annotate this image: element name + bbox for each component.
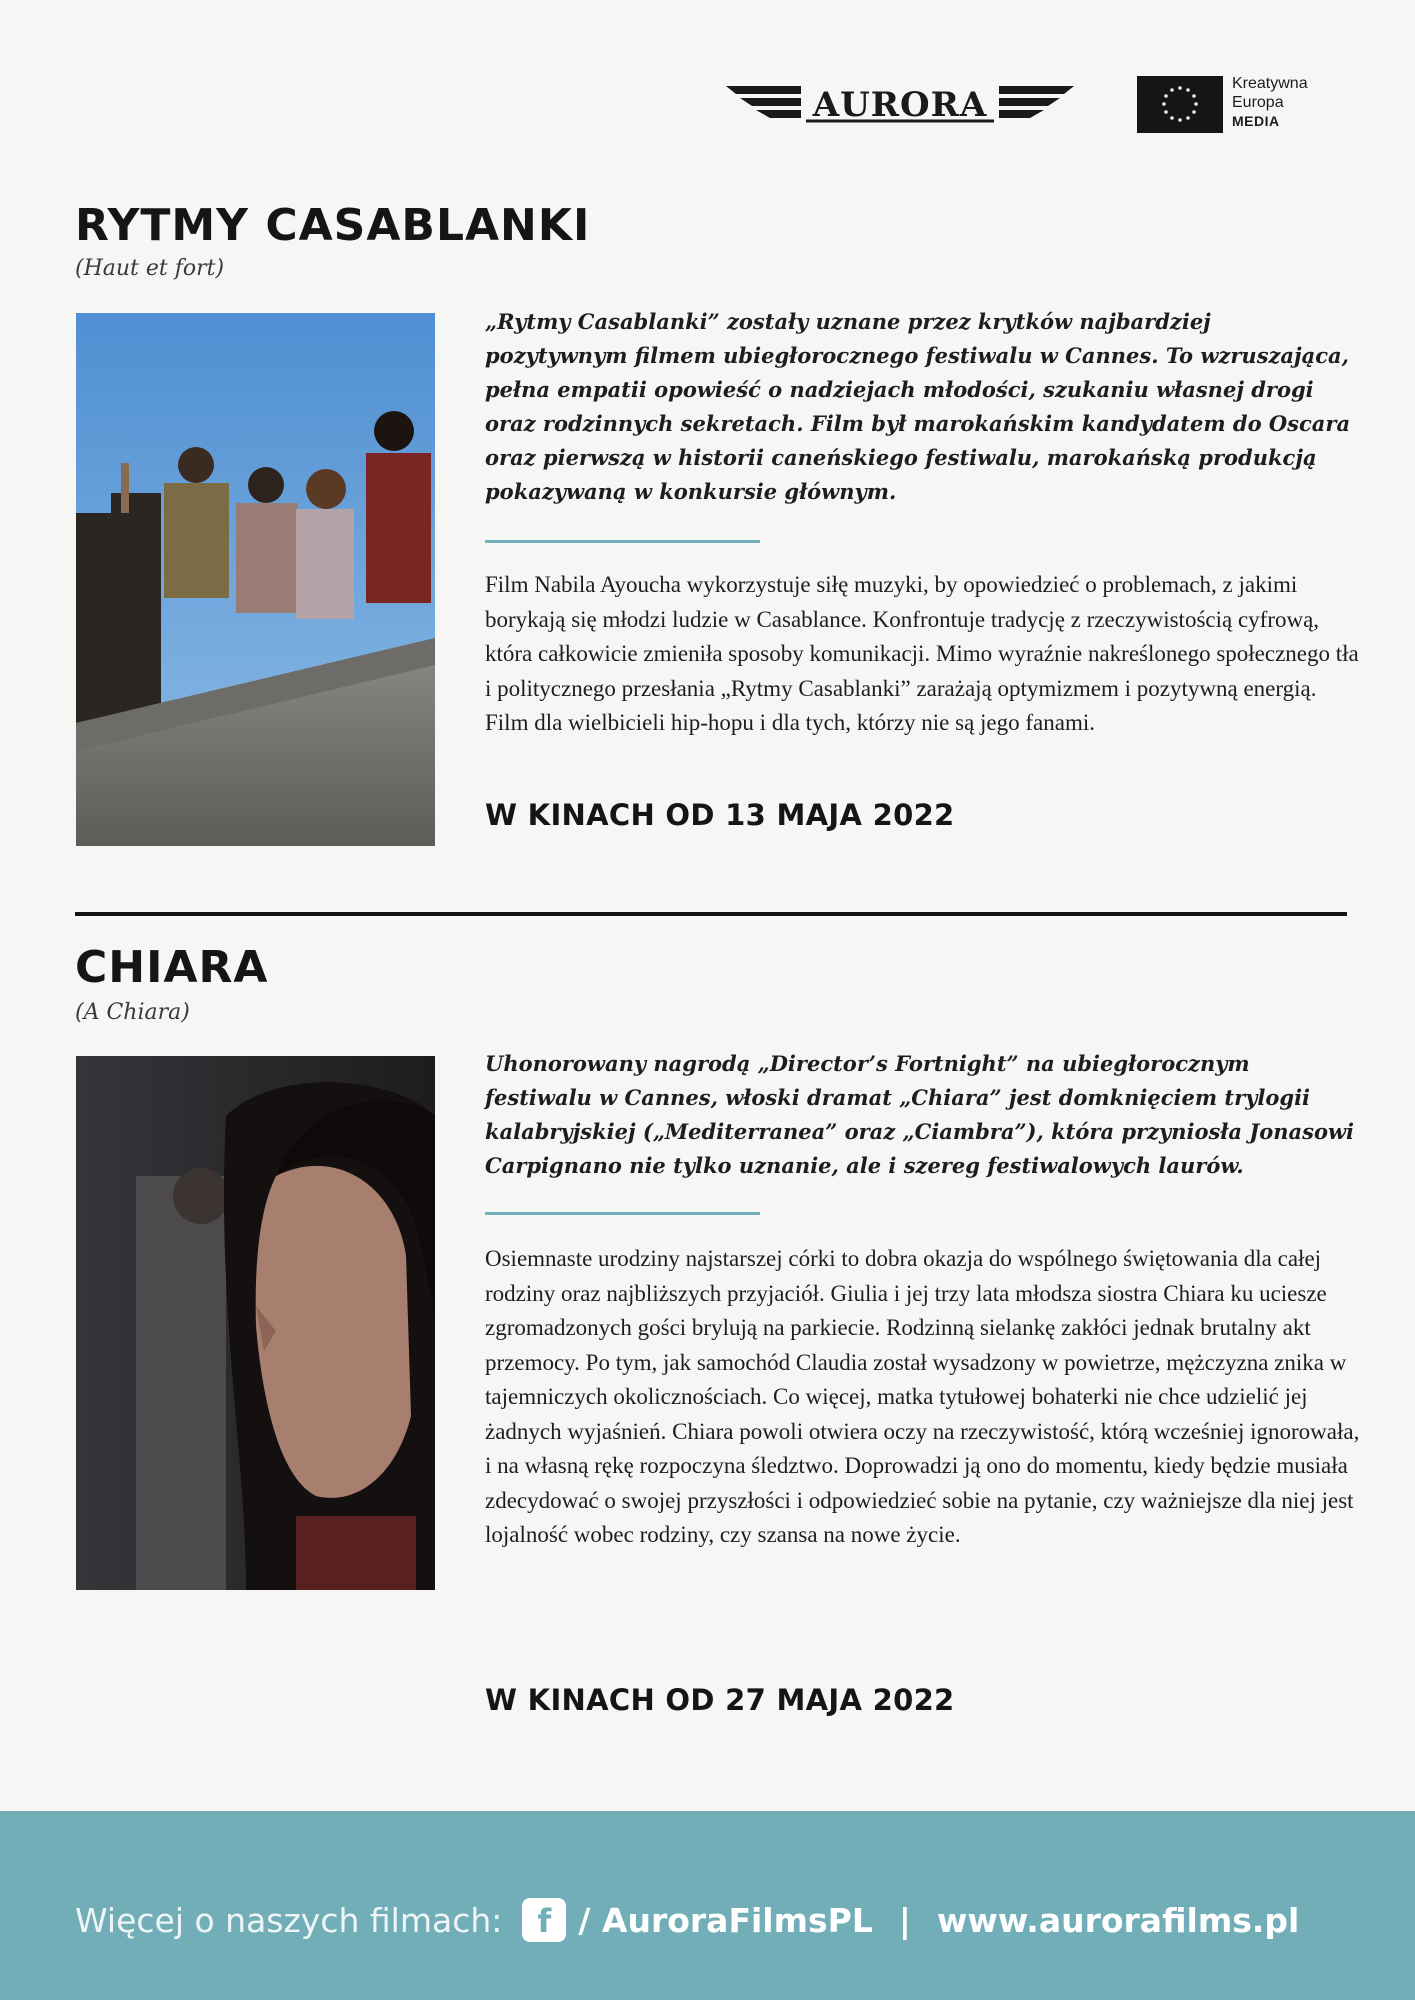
film-description: Osiemnaste urodziny najstarszej córki to dobra okazja do wspólnego świętowania dla całej rodziny oraz najbliższych przyjaciół. Giulia i jej trzy lata młodsza siostra Chiara ku uciesze zgromadzonych gości brylują na parkiecie. Rodzinną sielankę zakłóci jednak brutalny akt przemocy. Po tym, jak samochód Claudia został wysadzony w powietrze, mężczyzna znika w tajemniczych okolicznościach. Co więcej, matka tytułowej bohaterki nie chce udzielić jej żadnych wyjaśnień. Chiara powoli otwiera oczy na rzeczywistość, którą wcześniej ignorowała, i na własną rękę rozpoczyna śledztwo. Doprowadzi ją ono do momentu, kiedy będzie musiała zdecydować o swojej przyszłości i odpowiedzieć sobie na pytanie, czy ważniejsze dla niej jest lojalność wobec rodziny, czy szansa na nowe życie. bbox=[485, 1246, 1360, 1547]
section-divider bbox=[75, 912, 1347, 916]
eu-line-3: MEDIA bbox=[1232, 113, 1280, 129]
eu-flag-icon bbox=[1137, 76, 1223, 133]
accent-divider bbox=[485, 540, 760, 543]
footer-band bbox=[0, 1811, 1415, 2000]
film-original-title: (Haut et fort) bbox=[75, 256, 225, 281]
film-title: CHIARA bbox=[75, 942, 269, 993]
footer-links bbox=[75, 1895, 1299, 1945]
release-date: W KINACH OD 27 MAJA 2022 bbox=[485, 1683, 955, 1717]
eu-line-1: Kreatywna bbox=[1232, 75, 1308, 92]
film-still-photo bbox=[76, 313, 435, 846]
eu-line-2: Europa bbox=[1232, 94, 1284, 111]
film-lead: Uhonorowany nagrodą „Director’s Fortnight” na ubiegłorocznym festiwalu w Cannes, włoski dramat „Chiara” jest domknięciem trylogii kalabryjskiej („Mediterranea” oraz „Ciambra”), która przyniosła Jonasowi Carpignano nie tylko uznanie, ale i szereg festiwalowych laurów. bbox=[485, 1051, 1355, 1178]
footer-separator: | bbox=[898, 1900, 911, 1940]
film-lead: „Rytmy Casablanki” zostały uznane przez krytków najbardziej pozytywnym filmem ubiegłorocznego festiwalu w Cannes. To wzruszająca, pełna empatii opowieść o nadziejach młodości, szukaniu własnej drogi oraz rodzinnych sekretach. Film był marokańskim kandydatem do Oscara oraz pierwszą w historii caneńskiego festiwalu, marokańską produkcją pokazywaną w konkursie głównym. bbox=[485, 309, 1351, 504]
footer-lead-text: Więcej o naszych filmach: bbox=[75, 1900, 503, 1940]
aurora-logo-text: AURORA bbox=[812, 85, 988, 124]
film-description: Film Nabila Ayoucha wykorzystuje siłę muzyki, by opowiedzieć o problemach, z jakimi borykają się młodzi ludzie w Casablance. Konfrontuje tradycję z rzeczywistością cyfrową, która całkowicie zmieniła sposoby komunikacji. Mimo wyraźnie nakreślonego społecznego tła i politycznego przesłania „Rytmy Casablanki” zarażają optymizmem i pozytywną energią. Film dla wielbicieli hip-hopu i dla tych, którzy nie są jego fanami. bbox=[485, 572, 1359, 735]
accent-divider bbox=[485, 1212, 760, 1215]
facebook-icon[interactable]: f bbox=[522, 1898, 566, 1942]
film-title: RYTMY CASABLANKI bbox=[75, 200, 591, 251]
film-still-photo bbox=[76, 1056, 435, 1590]
eu-program-label bbox=[1232, 74, 1308, 131]
website-link[interactable]: www.aurorafilms.pl bbox=[936, 1900, 1300, 1940]
facebook-handle-link[interactable]: / AuroraFilmsPL bbox=[578, 1900, 873, 1940]
header-logos bbox=[0, 72, 1415, 142]
aurora-logo bbox=[726, 84, 1074, 124]
release-date: W KINACH OD 13 MAJA 2022 bbox=[485, 798, 955, 832]
film-original-title: (A Chiara) bbox=[75, 1000, 190, 1025]
